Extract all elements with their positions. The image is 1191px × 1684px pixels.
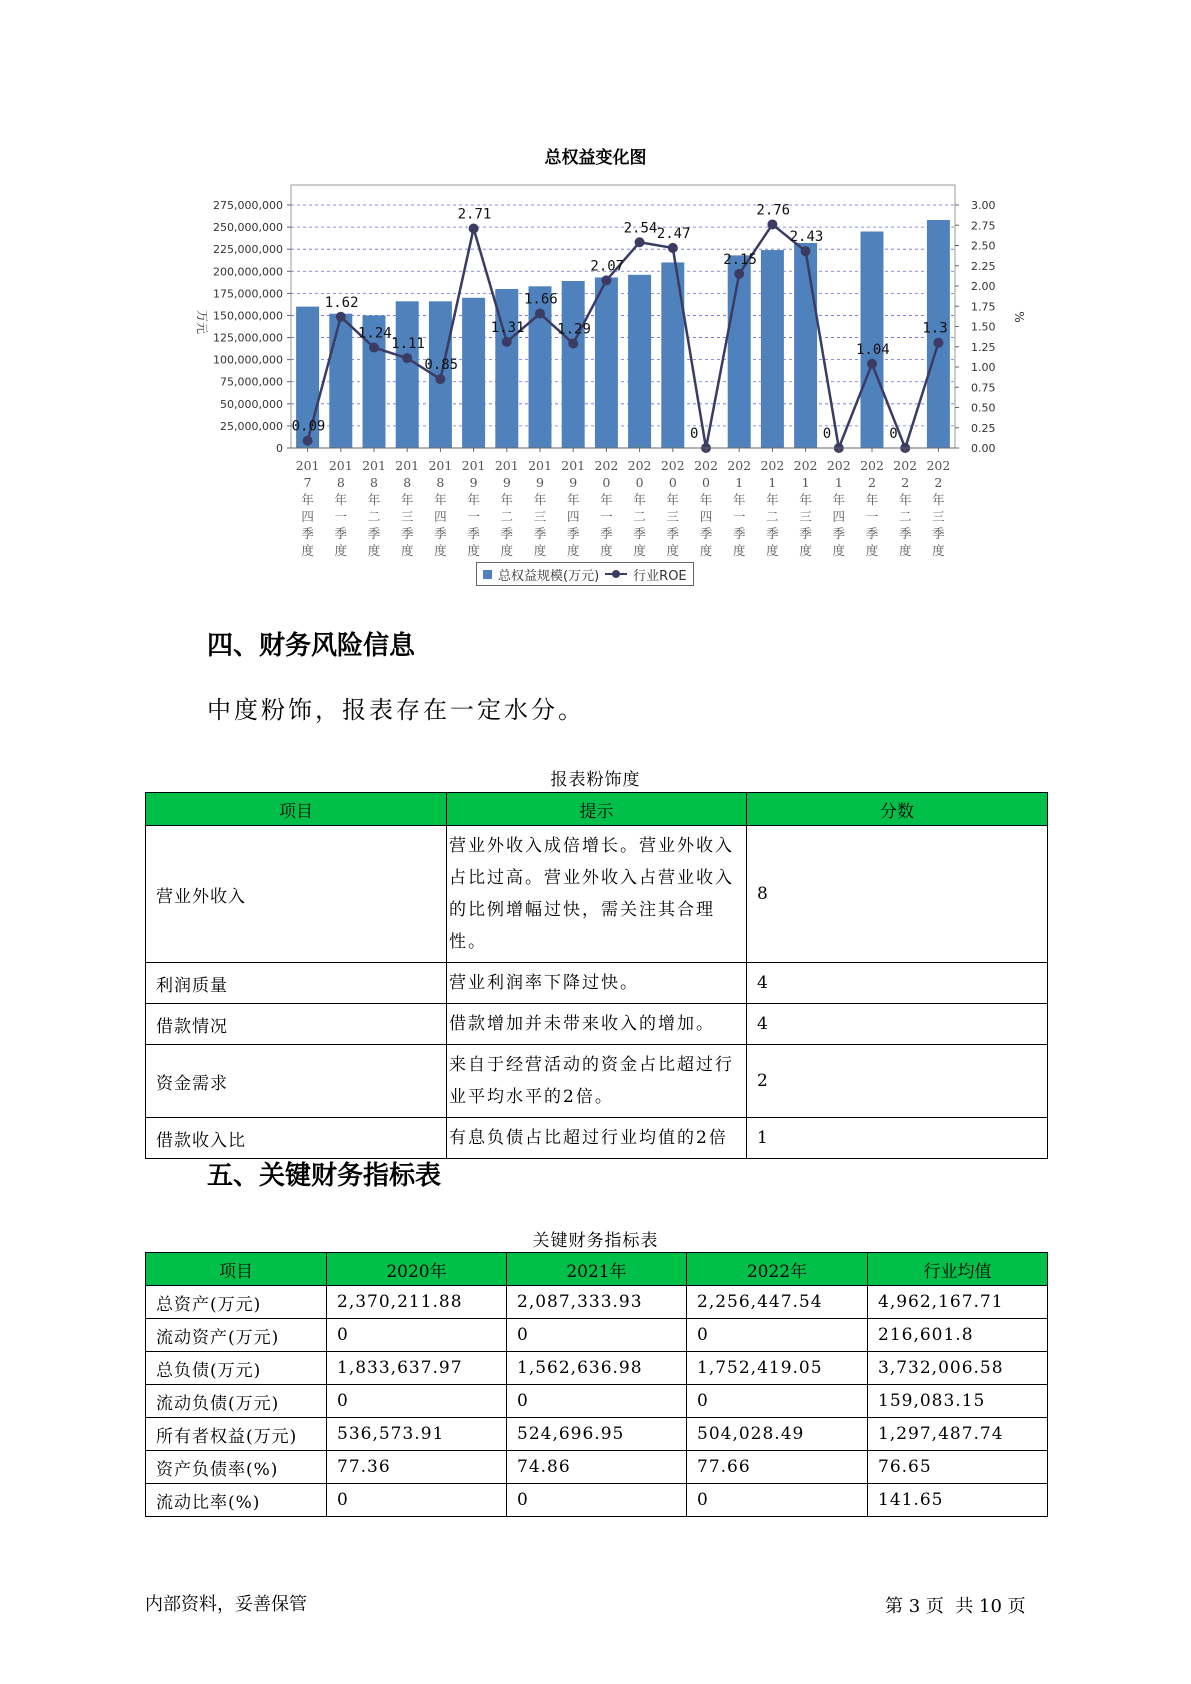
equity-chart [0, 0, 1191, 560]
row-item: 资金需求 [146, 1045, 447, 1118]
row-2021: 2,087,333.93 [507, 1286, 687, 1319]
row-industry-avg: 76.65 [868, 1451, 1048, 1484]
risk-table [145, 792, 1048, 1159]
x-tick-label: 202 1 年二季度 [760, 458, 785, 558]
section5-heading: 五、关键财务指标表 [207, 1161, 442, 1191]
roe-point [867, 359, 877, 369]
section4-heading: 四、财务风险信息 [207, 631, 416, 661]
footer-page-number: 第 3 页 共 10 页 [885, 1596, 1026, 1617]
x-tick-label: 201 8 年四季度 [428, 458, 453, 558]
x-tick-label: 202 0 年三季度 [660, 458, 685, 558]
row-2021: 0 [507, 1484, 687, 1517]
row-item: 总负债(万元) [146, 1352, 327, 1385]
bar [329, 314, 352, 448]
header-item: 项目 [146, 1253, 327, 1286]
x-tick-label: 202 1 年四季度 [826, 458, 851, 558]
row-2020: 0 [327, 1319, 507, 1352]
roe-point [336, 312, 346, 322]
right-tick-label: 1.00 [971, 361, 996, 374]
roe-data-label: 0 [822, 426, 832, 442]
roe-point [435, 374, 445, 384]
row-score: 4 [747, 1004, 1048, 1045]
chart-legend [476, 562, 694, 586]
bar [728, 255, 751, 448]
row-hint: 借款增加并未带来收入的增加。 [447, 1004, 747, 1045]
table-row [146, 1045, 1048, 1118]
right-tick-label: 0.75 [971, 381, 996, 395]
roe-point [402, 353, 412, 363]
row-2022: 0 [687, 1385, 868, 1418]
row-2021: 0 [507, 1319, 687, 1352]
legend-bar-swatch [483, 570, 492, 579]
left-tick-label: 0 [276, 442, 283, 455]
right-tick-label: 2.25 [971, 259, 996, 273]
right-tick-label: 1.25 [971, 340, 996, 354]
row-2022: 0 [687, 1319, 868, 1352]
header-industry-avg: 行业均值 [868, 1253, 1048, 1286]
bar [861, 232, 884, 448]
row-2020: 0 [327, 1385, 507, 1418]
chart-title: 总权益变化图 [544, 148, 647, 168]
roe-point [568, 339, 578, 349]
roe-data-label: 2.54 [623, 220, 658, 237]
risk-table-caption: 报表粉饰度 [550, 770, 641, 790]
table-row [146, 963, 1048, 1004]
indicator-table-caption: 关键财务指标表 [532, 1231, 659, 1251]
right-tick-label: 0.25 [971, 421, 996, 435]
row-2020: 536,573.91 [327, 1418, 507, 1451]
table-row [146, 1385, 1048, 1418]
roe-data-label: 1.3 [922, 320, 948, 337]
header-2021: 2021年 [507, 1253, 687, 1286]
left-tick-label: 100,000,000 [213, 353, 283, 367]
x-tick-label: 202 0 年二季度 [627, 458, 652, 558]
roe-point [767, 219, 777, 229]
left-tick-label: 50,000,000 [220, 397, 283, 411]
left-tick-label: 250,000,000 [213, 221, 283, 235]
row-score: 4 [747, 963, 1048, 1004]
left-tick-label: 125,000,000 [213, 331, 283, 345]
right-tick-label: 1.75 [971, 300, 996, 314]
row-industry-avg: 4,962,167.71 [868, 1286, 1048, 1319]
left-tick-label: 150,000,000 [213, 309, 283, 323]
right-axis-unit: % [1012, 311, 1026, 323]
row-industry-avg: 1,297,487.74 [868, 1418, 1048, 1451]
legend-line-swatch [605, 568, 627, 580]
header-2020: 2020年 [327, 1253, 507, 1286]
row-2022: 504,028.49 [687, 1418, 868, 1451]
roe-data-label: 1.66 [524, 291, 558, 308]
row-industry-avg: 141.65 [868, 1484, 1048, 1517]
left-tick-label: 25,000,000 [220, 419, 283, 433]
x-tick-label: 201 7 年四季度 [295, 458, 320, 558]
risk-table-header [146, 793, 1048, 826]
x-tick-label: 202 2 年二季度 [893, 458, 918, 558]
indicator-table-header [146, 1253, 1048, 1286]
header-item: 项目 [146, 793, 447, 826]
x-tick-label: 201 8 年二季度 [362, 458, 386, 558]
right-tick-label: 0.00 [971, 442, 996, 455]
roe-point [369, 343, 379, 353]
x-tick-label: 202 1 年一季度 [727, 458, 752, 558]
right-tick-label: 2.75 [971, 219, 996, 233]
row-hint: 来自于经营活动的资金占比超过行业平均水平的2倍。 [447, 1045, 747, 1118]
roe-data-label: 1.62 [324, 294, 359, 311]
x-tick-label: 202 0 年一季度 [594, 458, 619, 558]
bar [595, 277, 618, 448]
row-2022: 2,256,447.54 [687, 1286, 868, 1319]
row-item: 营业外收入 [146, 826, 447, 963]
legend-line-label: 行业ROE [633, 568, 687, 584]
header-hint: 提示 [447, 793, 747, 826]
left-tick-label: 175,000,000 [213, 287, 283, 301]
row-2022: 0 [687, 1484, 868, 1517]
roe-point [502, 337, 512, 347]
x-tick-label: 201 8 年三季度 [395, 458, 420, 558]
row-item: 总资产(万元) [146, 1286, 327, 1319]
row-item: 所有者权益(万元) [146, 1418, 327, 1451]
roe-data-label: 2.07 [590, 258, 625, 275]
bar [396, 301, 419, 448]
row-score: 2 [747, 1045, 1048, 1118]
row-2021: 74.86 [507, 1451, 687, 1484]
roe-data-label: 1.04 [856, 341, 890, 358]
roe-data-label: 0 [690, 426, 699, 442]
row-2022: 1,752,419.05 [687, 1352, 868, 1385]
header-score: 分数 [747, 793, 1048, 826]
roe-data-label: 1.29 [557, 321, 591, 338]
left-tick-label: 275,000,000 [213, 199, 283, 212]
roe-point [734, 269, 744, 279]
roe-data-label: 0.09 [291, 418, 326, 435]
roe-point [635, 237, 645, 247]
roe-data-label: 2.43 [789, 229, 824, 246]
roe-point [668, 243, 678, 253]
table-row [146, 826, 1048, 963]
roe-point [601, 275, 611, 285]
roe-point [303, 436, 313, 446]
roe-point [535, 309, 545, 319]
bar [562, 281, 585, 448]
x-tick-label: 202 1 年三季度 [793, 458, 818, 558]
roe-data-label: 1.24 [358, 325, 392, 342]
x-tick-label: 201 8 年一季度 [328, 458, 353, 558]
table-row [146, 1451, 1048, 1484]
right-tick-label: 3.00 [971, 199, 996, 212]
roe-data-label: 1.11 [391, 336, 425, 353]
row-2021: 524,696.95 [507, 1418, 687, 1451]
left-tick-label: 200,000,000 [213, 265, 283, 279]
row-2021: 1,562,636.98 [507, 1352, 687, 1385]
row-2020: 1,833,637.97 [327, 1352, 507, 1385]
right-tick-label: 0.50 [971, 401, 996, 415]
left-tick-label: 75,000,000 [220, 375, 283, 389]
row-industry-avg: 216,601.8 [868, 1319, 1048, 1352]
row-2020: 2,370,211.88 [327, 1286, 507, 1319]
row-item: 利润质量 [146, 963, 447, 1004]
row-2021: 0 [507, 1385, 687, 1418]
row-2022: 77.66 [687, 1451, 868, 1484]
row-score: 8 [747, 826, 1048, 963]
roe-data-label: 1.31 [490, 319, 525, 336]
table-row [146, 1484, 1048, 1517]
legend-bar-label: 总权益规模(万元) [498, 568, 600, 584]
table-row [146, 1319, 1048, 1352]
row-hint: 有息负债占比超过行业均值的2倍 [447, 1118, 747, 1159]
row-item: 流动比率(%) [146, 1484, 327, 1517]
roe-data-label: 2.71 [457, 206, 492, 223]
table-row [146, 1004, 1048, 1045]
x-tick-label: 202 0 年四季度 [694, 458, 718, 558]
left-tick-label: 225,000,000 [213, 243, 283, 257]
x-tick-label: 201 9 年四季度 [561, 458, 586, 558]
table-row [146, 1418, 1048, 1451]
x-tick-label: 201 9 年一季度 [461, 458, 486, 558]
indicator-table [145, 1252, 1048, 1517]
x-tick-label: 202 2 年一季度 [860, 458, 884, 558]
x-tick-label: 201 9 年三季度 [528, 458, 552, 558]
roe-data-label: 0 [889, 426, 898, 442]
row-hint: 营业利润率下降过快。 [447, 963, 747, 1004]
row-2020: 0 [327, 1484, 507, 1517]
right-tick-label: 1.50 [971, 320, 996, 334]
roe-point [801, 246, 811, 256]
table-row [146, 1118, 1048, 1159]
bar [794, 243, 817, 448]
roe-data-label: 2.15 [723, 251, 757, 268]
roe-data-label: 0.85 [424, 357, 459, 374]
row-item: 借款收入比 [146, 1118, 447, 1159]
row-item: 借款情况 [146, 1004, 447, 1045]
left-axis-unit: 万元 [195, 309, 209, 335]
right-tick-label: 2.00 [971, 280, 996, 293]
roe-data-label: 2.76 [756, 202, 791, 219]
bar [628, 275, 651, 448]
row-score: 1 [747, 1118, 1048, 1159]
x-tick-label: 202 2 年三季度 [926, 458, 951, 558]
roe-point [933, 338, 943, 348]
row-item: 资产负债率(%) [146, 1451, 327, 1484]
footer-confidential: 内部资料，妥善保管 [145, 1594, 307, 1615]
bar [462, 298, 485, 448]
row-industry-avg: 159,083.15 [868, 1385, 1048, 1418]
row-industry-avg: 3,732,006.58 [868, 1352, 1048, 1385]
bar [761, 250, 784, 448]
row-item: 流动资产(万元) [146, 1319, 327, 1352]
roe-data-label: 2.47 [656, 225, 691, 242]
header-2022: 2022年 [687, 1253, 868, 1286]
row-item: 流动负债(万元) [146, 1385, 327, 1418]
row-hint: 营业外收入成倍增长。营业外收入占比过高。营业外收入占营业收入的比例增幅过快，需关注其合理性。 [447, 826, 747, 963]
row-2020: 77.36 [327, 1451, 507, 1484]
right-tick-label: 2.50 [971, 239, 996, 253]
risk-summary: 中度粉饰，报表存在一定水分。 [207, 696, 585, 724]
roe-point [469, 223, 479, 233]
table-row [146, 1352, 1048, 1385]
table-row [146, 1286, 1048, 1319]
x-tick-label: 201 9 年二季度 [494, 458, 519, 558]
